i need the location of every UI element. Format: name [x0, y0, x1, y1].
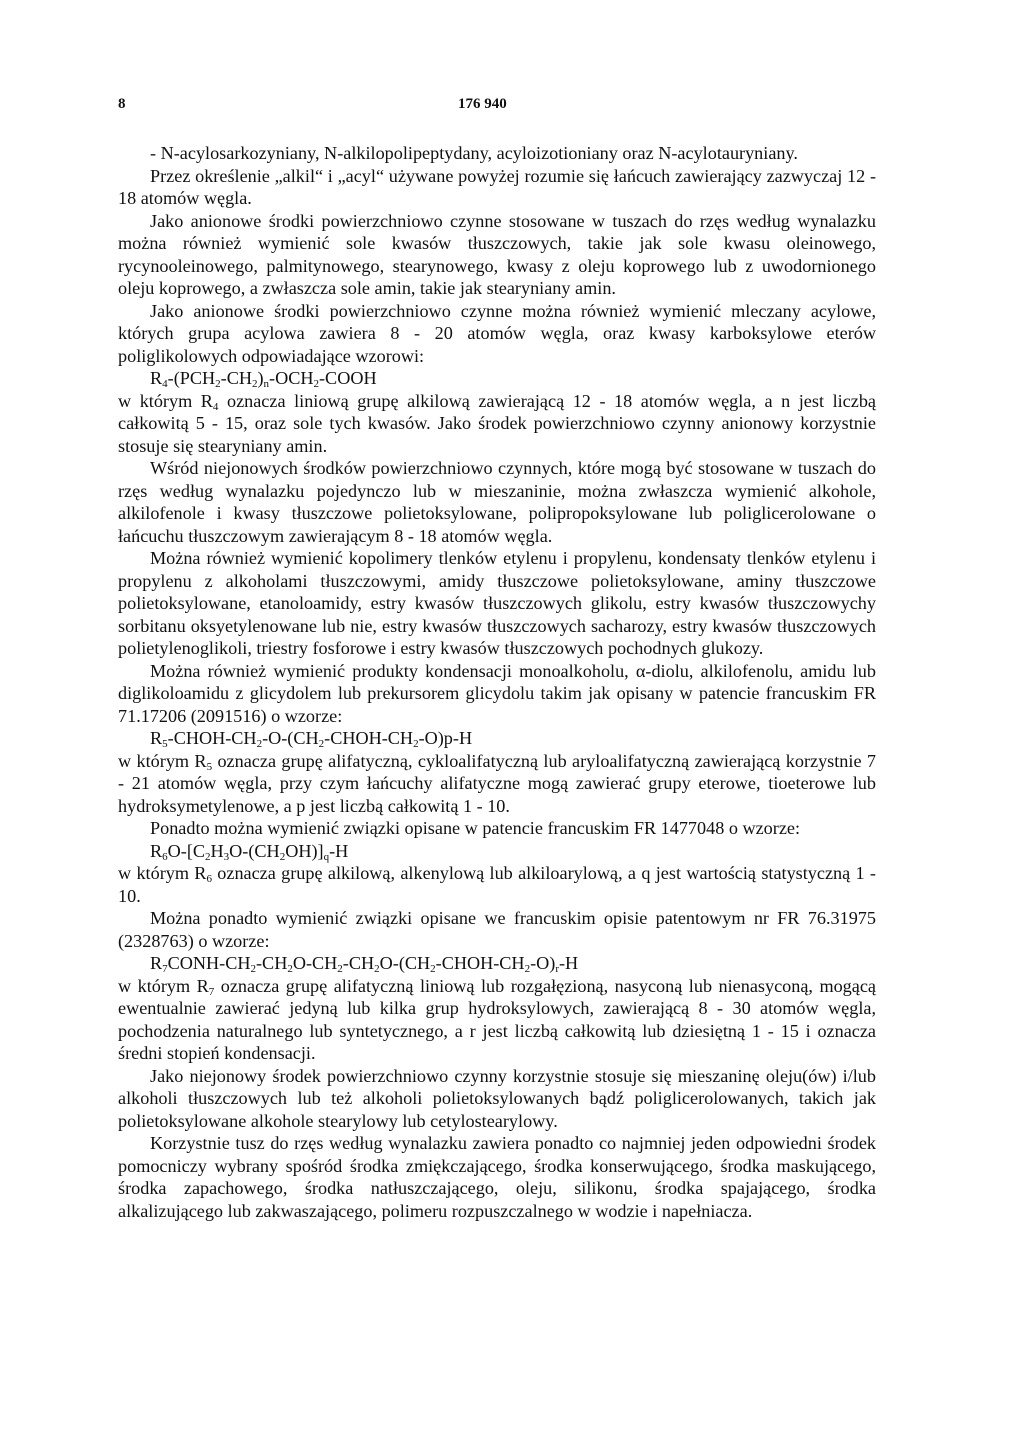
paragraph-fr7631975: Można ponadto wymienić związki opisane we francuskim opisie patentowym nr FR 76.31975 (2328763) o wzorze:	[118, 908, 876, 951]
paragraph-acyl-list: - N-acylosarkozyniany, N-alkilopolipeptydany, acyloizotioniany oraz N-acylotauryniany.	[150, 143, 798, 163]
patent-number: 176 940	[458, 96, 507, 112]
page-header	[118, 96, 878, 120]
paragraph-anionic-lactates: Jako anionowe środki powierzchniowo czynne można również wymienić mleczany acylowe, których grupa acylowa zawiera 8 - 20 atomów węgla, oraz kwasy karboksylowe eterów poliglikolowych odpowiadające wzorowi:	[118, 300, 876, 366]
formula-r4: $R_4-(PCH_2-CH_2)_n-OCH_2$-COOH	[150, 368, 377, 390]
paragraph-fr1477048: Ponadto można wymienić związki opisane w patencie francuskim FR 1477048 o wzorze:	[150, 818, 801, 838]
paragraph-r5-definition: w którym $R_5$ oznacza grupę alifatyczną, cykloalifatyczną lub aryloalifatyczną zawierającą korzystnie 7 - 21 atomów węgla, przy czym łańcuchy alifatyczne mogą zawierać grupy eterowe, tioeterowe lub hydroksymetylenowe, a p jest liczbą całkowitą 1 - 10.	[118, 750, 876, 816]
paragraph-alkil-definition: Przez określenie „alkil“ i „acyl“ używane powyżej rozumie się łańcuch zawierający zazwyczaj 12 - 18 atomów węgla.	[118, 165, 876, 208]
paragraph-anionic-fatty-acids: Jako anionowe środki powierzchniowo czynne stosowane w tuszach do rzęs według wynalazku można również wymienić sole kwasów tłuszczowych, takie jak sole kwasu oleinowego, rycynooleinowego, palmitynowego, stearynowego, kwasy z oleju koprowego lub z uwodornionego oleju koprowego, a zwłaszcza sole amin, takie jak stearyniany amin.	[118, 210, 876, 298]
paragraph-r7-definition: w którym $R_7$ oznacza grupę alifatyczną liniową lub rozgałęzioną, nasyconą lub nienasyconą, mogącą ewentualnie zawierać jedyną lub kilka grup hydroksylowych, zawierającą 8 - 30 atomów węgla, pochodzenia naturalnego lub syntetycznego, a r jest liczbą całkowitą lub dziesiętną 1 - 15 i oznacza średni stopień kondensacji.	[118, 975, 876, 1063]
paragraph-auxiliary-agents: Korzystnie tusz do rzęs według wynalazku zawiera ponadto co najmniej jeden odpowiedni środek pomocniczy wybrany spośród środka zmiękczającego, środka konserwującego, środka maskującego, środka zapachowego, środka natłuszczającego, oleju, silikonu, środka spajającego, środka alkalizującego lub zakwaszającego, polimeru rozpuszczalnego w wodzie i napełniacza.	[118, 1133, 876, 1221]
paragraph-r4-definition: w którym $R_4$ oznacza liniową grupę alkilową zawierającą 12 - 18 atomów węgla, a n jest liczbą całkowitą 5 - 15, oraz sole tych kwasów. Jako środek powierzchniowo czynny anionowy korzystnie stosuje się stearyniany amin.	[118, 390, 876, 456]
formula-r7: $R_7CONH-CH_2-CH_2O-CH_2-CH_2O-(CH_2-CHOH-CH_2-O)_r-H$	[150, 953, 579, 975]
paragraph-nonionic-surfactants: Wśród niejonowych środków powierzchniowo czynnych, które mogą być stosowane w tuszach do rzęs według wynalazku pojedynczo lub w mieszaninie, można zwłaszcza wymienić alkohole, alkilofenole i kwasy tłuszczowe polietoksylowane, polipropoksylowane lub poliglicerolowane o łańcuchu tłuszczowym zawierającym 8 - 18 atomów węgla.	[118, 458, 876, 546]
paragraph-r6-definition: w którym $R_6$ oznacza grupę alkilową, alkenylową lub alkiloarylową, a q jest wartością statystyczną 1 - 10.	[118, 863, 876, 906]
formula-r5: $R_5-CHOH-CH_2-O-(CH_2-CHOH-CH_2-O)p-H$	[150, 728, 473, 750]
paragraph-copolymers: Można również wymienić kopolimery tlenków etylenu i propylenu, kondensaty tlenków etylenu i propylenu z alkoholami tłuszczowymi, amidy tłuszczowe polietoksylowane, aminy tłuszczowe polietoksylowane, etanoloamidy, estry kwasów tłuszczowych glikolu, estry kwasów tłuszczowychy sorbitanu oksyetylenowane lub nie, estry kwasów tłuszczowych sacharozy, estry kwasów tłuszczowych polietylenoglikoli, triestry fosforowe i estry kwasów tłuszczowych pochodnych glukozy.	[118, 548, 876, 658]
page-number: 8	[118, 96, 126, 112]
document-body	[118, 142, 876, 1222]
paragraph-condensation-products: Można również wymienić produkty kondensacji monoalkoholu, α-diolu, alkilofenolu, amidu lub diglikoloamidu z glicydolem lub prekursorem glicydolu takim jak opisany w patencie francuskim FR 71.17206 (2091516) o wzorze:	[118, 660, 876, 726]
paragraph-preferred-nonionic: Jako niejonowy środek powierzchniowo czynny korzystnie stosuje się mieszaninę oleju(ów) i/lub alkoholi tłuszczowych lub też alkoholi polietoksylowanych bądź poliglicerolowanych, takich jak polietoksylowane alkohole stearylowy lub cetylostearylowy.	[118, 1065, 876, 1131]
formula-r6: $R_6O-[C_2H_3O-(CH_2OH)]_q-H$	[150, 840, 349, 863]
